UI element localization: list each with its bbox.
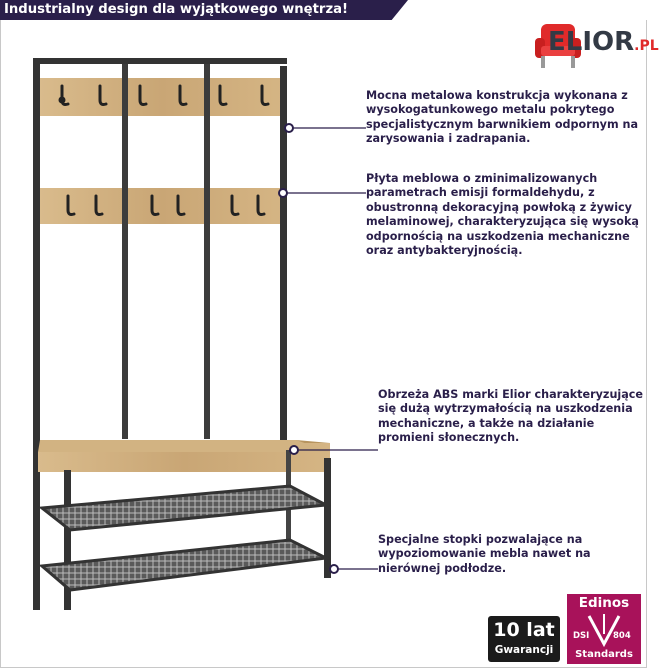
edinos-number: 804 (613, 631, 631, 641)
edinos-badge (567, 594, 641, 664)
bench-leg-front-right (324, 458, 331, 578)
inner-post-2 (204, 63, 210, 439)
callout-abs-edges: Obrzeża ABS marki Elior charakteryzujące się dużą wytrzymałością na uszkodzenia mechaniczne, a także na działanie promieni słonecznych. (378, 388, 644, 445)
callout-board: Płyta meblowa o zminimalizowanych parametrach emisji formaldehydu, z obustronną dekoracyjną powłoką z żywicy melaminowej, charakteryzująca się wysoką odpornością na uszkodzenia mechaniczne oraz antybakteryjnością. (366, 172, 639, 258)
callout-metal-frame: Mocna metalowa konstrukcja wykonana z wysokogatunkowego metalu pokrytego specjalistycznym barwnikiem odpornym na zarysowania i zadrapania. (366, 89, 639, 146)
upper-wood-board (40, 78, 284, 116)
left-post (33, 58, 40, 610)
callout-feet: Specjalne stopki pozwalające na wypoziomowanie mebla nawet na nierównej podłodze. (378, 533, 591, 575)
callout-dot-2 (279, 189, 287, 197)
middle-wood-board (40, 188, 284, 224)
callout-dot-1 (285, 124, 293, 132)
logo[interactable] (548, 27, 659, 57)
callout-dot-3 (290, 446, 298, 454)
banner-title: Industrialny design dla wyjątkowego wnętrza! (4, 2, 349, 17)
logo-suffix: .PL (634, 38, 659, 54)
logo-brand: ELIOR (548, 27, 635, 57)
edinos-standards: Standards (575, 649, 633, 660)
edinos-dsi: DSI (573, 631, 590, 641)
warranty-years: 10 lat (493, 619, 555, 641)
edinos-title: Edinos (578, 595, 630, 611)
warranty-label: Gwarancji (494, 644, 554, 656)
top-rail (33, 58, 287, 64)
mesh-shelf-lower (42, 540, 326, 590)
callout-dot-4 (330, 565, 338, 573)
mesh-shelf-upper (42, 486, 326, 530)
warranty-badge (488, 616, 560, 662)
inner-post-1 (122, 63, 128, 439)
right-post (280, 66, 287, 451)
